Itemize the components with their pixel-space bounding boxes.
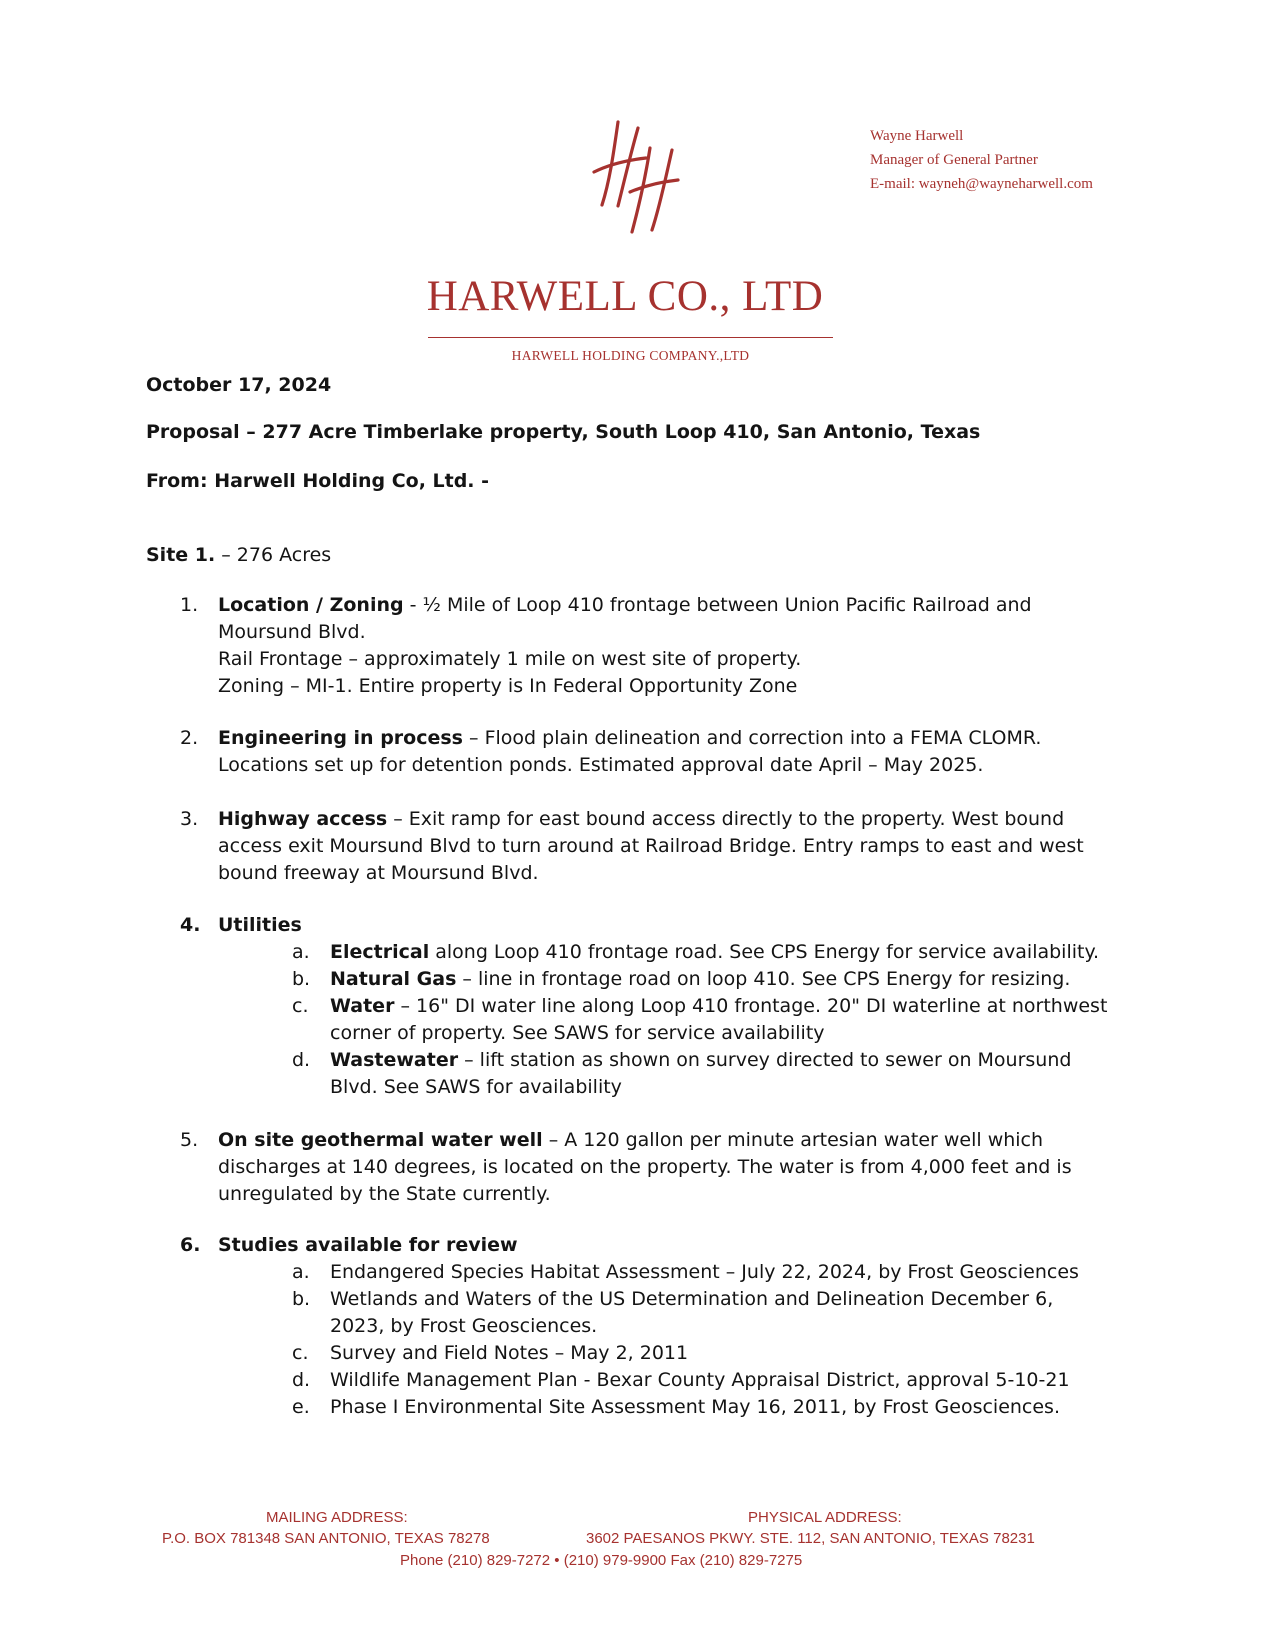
sub-item-letter: a. — [292, 1261, 310, 1283]
sub-item-letter: d. — [292, 1049, 311, 1071]
sub-item-text-line: corner of property. See SAWS for service availability — [330, 1022, 825, 1044]
contact-email: E-mail: wayneh@wayneharwell.com — [870, 176, 1093, 192]
sub-item-letter: e. — [292, 1396, 310, 1418]
sub-item-text-line: – line in frontage road on loop 410. See CPS Energy for resizing. — [456, 968, 1071, 990]
site-label: Site 1. — [146, 544, 216, 566]
physical-address-label: PHYSICAL ADDRESS: — [748, 1509, 902, 1526]
sub-item-text-line: Endangered Species Habitat Assessment – July 22, 2024, by Frost Geosciences — [330, 1261, 1079, 1283]
item-title: Location / Zoning — [218, 594, 404, 616]
item-text-line: access exit Moursund Blvd to turn around at Railroad Bridge. Entry ramps to east and west — [218, 835, 1084, 857]
item-number: 4. — [180, 914, 201, 936]
letter-date: October 17, 2024 — [146, 374, 332, 396]
item-number: 6. — [180, 1234, 201, 1256]
company-subtitle: HARWELL HOLDING COMPANY.,LTD — [511, 348, 750, 363]
sub-item-body — [330, 966, 1070, 993]
proposal-title: Proposal – 277 Acre Timberlake property, South Loop 410, San Antonio, Texas — [146, 421, 981, 443]
sub-item-letter: b. — [292, 968, 311, 990]
sub-item-text-line: along Loop 410 frontage road. See CPS Energy for service availability. — [429, 941, 1100, 963]
sub-item-text-line: – 16" DI water line along Loop 410 frontage. 20" DI waterline at northwest — [394, 995, 1108, 1017]
sub-item-text-line: – lift station as shown on survey directed to sewer on Moursund — [458, 1049, 1072, 1071]
sub-item-body — [330, 1340, 688, 1367]
item-number: 5. — [180, 1129, 199, 1151]
item-title: Highway access — [218, 808, 388, 830]
sub-item-text-line: Blvd. See SAWS for availability — [330, 1076, 622, 1098]
item-text-line: bound freeway at Moursund Blvd. — [218, 862, 539, 884]
sub-item-letter: a. — [292, 941, 310, 963]
letterhead-divider — [428, 337, 833, 338]
sub-item-body — [330, 1394, 1060, 1421]
item-title: Utilities — [218, 914, 302, 936]
sub-item-letter: c. — [292, 1342, 309, 1364]
item-text-line: discharges at 140 degrees, is located on the property. The water is from 4,000 feet and is — [218, 1156, 1072, 1178]
sub-item-title: Electrical — [330, 941, 430, 963]
item-body — [218, 725, 1041, 779]
phone-fax-line: Phone (210) 829-7272 • (210) 979-9900 Fax (210) 829-7275 — [400, 1552, 803, 1569]
contact-block — [870, 124, 1093, 196]
company-name: HARWELL CO., LTD — [426, 273, 824, 320]
contact-title: Manager of General Partner — [870, 152, 1038, 168]
item-text-line: – Flood plain delineation and correction into a FEMA CLOMR. — [463, 727, 1042, 749]
item-body — [218, 912, 302, 939]
sub-item-title: Natural Gas — [330, 968, 457, 990]
sub-item-text-line: Phase I Environmental Site Assessment May 16, 2011, by Frost Geosciences. — [330, 1396, 1060, 1418]
item-body — [218, 806, 1084, 887]
item-text-line: unregulated by the State currently. — [218, 1183, 551, 1205]
item-text-line: – Exit ramp for east bound access directly to the property. West bound — [387, 808, 1065, 830]
sub-item-title: Wastewater — [330, 1049, 459, 1071]
sub-item-letter: b. — [292, 1288, 311, 1310]
site-heading — [146, 544, 331, 566]
item-number: 2. — [180, 727, 199, 749]
sub-item-body — [330, 1047, 1071, 1101]
item-number: 1. — [180, 594, 199, 616]
item-text-line: – A 120 gallon per minute artesian water well which — [542, 1129, 1044, 1151]
mailing-address: P.O. BOX 781348 SAN ANTONIO, TEXAS 78278 — [162, 1530, 490, 1547]
sub-item-body — [330, 939, 1099, 966]
sub-item-body — [330, 1259, 1079, 1286]
sub-item-body — [330, 993, 1107, 1047]
item-text-line: Rail Frontage – approximately 1 mile on west site of property. — [218, 648, 802, 670]
contact-name: Wayne Harwell — [870, 128, 964, 144]
sub-item-text-line: Survey and Field Notes – May 2, 2011 — [330, 1342, 689, 1364]
sub-item-letter: c. — [292, 995, 309, 1017]
company-monogram-logo — [580, 110, 690, 240]
sub-item-letter: d. — [292, 1369, 311, 1391]
item-text-line: - ½ Mile of Loop 410 frontage between Union Pacific Railroad and — [403, 594, 1032, 616]
item-text-line: Locations set up for detention ponds. Estimated approval date April – May 2025. — [218, 754, 984, 776]
sub-item-text-line: 2023, by Frost Geosciences. — [330, 1315, 598, 1337]
mailing-address-label: MAILING ADDRESS: — [266, 1509, 408, 1526]
from-line: From: Harwell Holding Co, Ltd. - — [146, 470, 490, 492]
item-body — [218, 1232, 518, 1259]
item-text-line: Zoning – MI-1. Entire property is In Federal Opportunity Zone — [218, 675, 798, 697]
item-body — [218, 592, 1032, 700]
sub-item-body — [330, 1286, 1053, 1340]
sub-item-title: Water — [330, 995, 395, 1017]
sub-item-body — [330, 1367, 1070, 1394]
item-number: 3. — [180, 808, 199, 830]
physical-address: 3602 PAESANOS PKWY. STE. 112, SAN ANTONIO, TEXAS 78231 — [586, 1530, 1035, 1547]
item-text-line: Moursund Blvd. — [218, 621, 366, 643]
sub-item-text-line: Wetlands and Waters of the US Determination and Delineation December 6, — [330, 1288, 1054, 1310]
site-acreage: – 276 Acres — [215, 544, 332, 566]
item-body — [218, 1127, 1072, 1208]
item-title: On site geothermal water well — [218, 1129, 543, 1151]
item-title: Studies available for review — [218, 1234, 518, 1256]
sub-item-text-line: Wildlife Management Plan - Bexar County Appraisal District, approval 5-10-21 — [330, 1369, 1070, 1391]
item-title: Engineering in process — [218, 727, 463, 749]
